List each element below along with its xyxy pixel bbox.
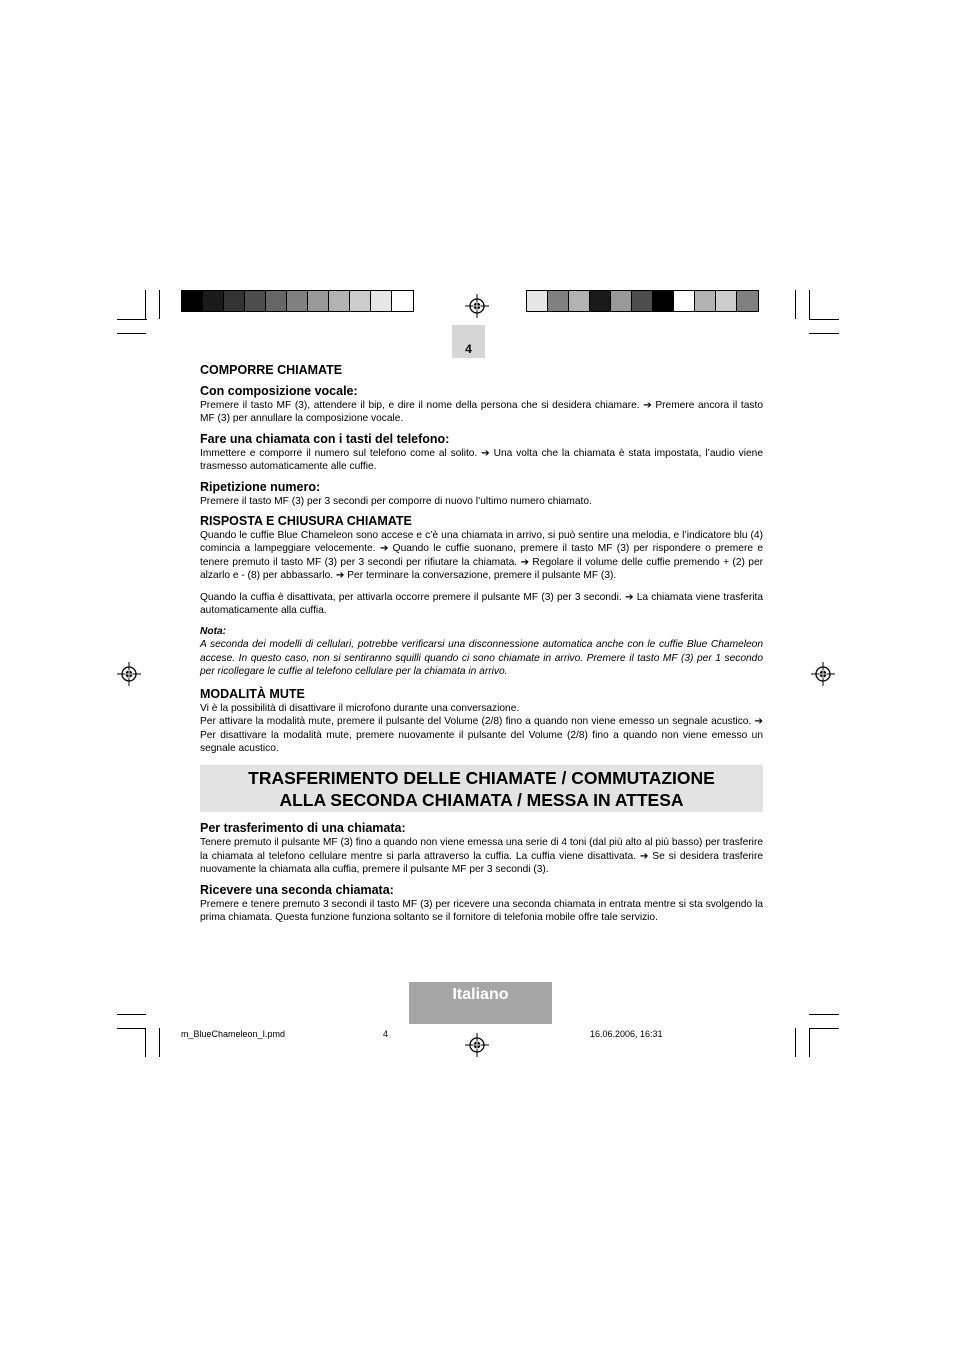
subsection-title-trasferimento: Per trasferimento di una chiamata: <box>200 821 406 836</box>
color-swatch <box>527 291 548 311</box>
color-swatch <box>371 291 392 311</box>
footer-filename: m_BlueChameleon_I.pmd <box>181 1029 286 1039</box>
color-swatch <box>590 291 611 311</box>
color-calibration-bar-right <box>526 290 759 312</box>
color-swatch <box>224 291 245 311</box>
paragraph-trasferimento: Tenere premuto il pulsante MF (3) fino a quando non viene emessa una serie di 4 toni (dal più alto al più basso) per trasferire la chiamata al telefono cellulare mentre si parla attraverso la cuffia. La cuffia viene disattivata. ➔ Se si desidera trasferire nuovamente la chiamata alla cuffia, premere il pulsante MF per 3 secondi (3). <box>200 837 763 876</box>
section-title-comporre: COMPORRE CHIAMATE <box>200 363 343 377</box>
registration-mark-icon <box>811 662 835 686</box>
color-swatch <box>308 291 329 311</box>
subsection-title-ripetizione: Ripetizione numero: <box>200 479 321 494</box>
paragraph-ripetizione: Premere il tasto MF (3) per 3 secondi per comporre di nuovo l’ultimo numero chiamato. <box>200 495 592 507</box>
crop-mark <box>117 1014 146 1015</box>
paragraph-mute-2: Per attivare la modalità mute, premere il pulsante del Volume (2/8) fino a quando non viene emesso un segnale acustico. ➔ Per disattivare la modalità mute, premere nuovamente il pulsante del Volume (2/8) fino a quando non viene emesso un segnale acustico. <box>200 716 763 754</box>
banner-line-1: TRASFERIMENTO DELLE CHIAMATE / COMMUTAZIONE <box>248 768 715 789</box>
crop-mark <box>809 1028 839 1029</box>
paragraph-risposta-1: Quando le cuffie Blue Chameleon sono accese e c’è una chiamata in arrivo, si può sentire una melodia, e l’indicatore blu (4) comincia a lampeggiare velocemente. ➔ Quando le cuffie suonano, premere il tasto MF (3) per rispondere o premere e tenere premuto il tasto MF (3) per 3 secondi per rifiutare la chiamata. ➔ Regolare il volume delle cuffie premendo + (2) per alzarlo e - (8) per abbassarlo. ➔ Per terminare la conversazione, premere il pulsante MF (3). <box>200 530 763 582</box>
color-swatch <box>569 291 590 311</box>
registration-mark-icon <box>465 294 489 318</box>
crop-mark <box>809 290 810 319</box>
registration-mark-icon <box>117 662 141 686</box>
color-swatch <box>737 291 758 311</box>
crop-mark <box>159 290 160 319</box>
note-text: A seconda dei modelli di cellulari, potrebbe verificarsi una disconnessione automatica anche con le cuffie Blue Chameleon accese. In questo caso, non si sentiranno squilli quando ci sono chiamate in arrivo. Premere il tasto MF (3) per 1 secondo per ricollegare le cuffie al telefono cellulare per la chiamata in arrivo. <box>200 639 763 678</box>
subsection-title-vocale: Con composizione vocale: <box>200 384 358 398</box>
color-calibration-bar-left <box>181 290 414 312</box>
note-label: Nota: <box>200 626 227 638</box>
section-title-mute: MODALITÀ MUTE <box>200 686 305 701</box>
section-banner <box>200 765 763 812</box>
footer-page: 4 <box>383 1029 389 1039</box>
color-swatch <box>245 291 266 311</box>
crop-mark <box>809 1014 839 1015</box>
crop-mark <box>145 290 146 319</box>
crop-mark <box>809 333 839 334</box>
color-swatch <box>674 291 695 311</box>
color-swatch <box>695 291 716 311</box>
color-swatch <box>266 291 287 311</box>
registration-mark-icon <box>465 1033 489 1057</box>
crop-mark <box>117 1028 146 1029</box>
color-swatch <box>350 291 371 311</box>
main-content <box>200 363 763 924</box>
crop-mark <box>795 1028 796 1057</box>
crop-mark <box>795 290 796 319</box>
color-swatch <box>611 291 632 311</box>
paragraph-vocale: Premere il tasto MF (3), attendere il bip, e dire il nome della persona che si desidera chiamare. ➔ Premere ancora il tasto MF (3) per annullare la composizione vocale. <box>200 400 763 425</box>
color-swatch <box>716 291 737 311</box>
section-title-risposta: RISPOSTA E CHIUSURA CHIAMATE <box>200 514 412 529</box>
crop-mark <box>809 319 839 320</box>
color-swatch <box>392 291 413 311</box>
color-swatch <box>203 291 224 311</box>
color-swatch <box>653 291 674 311</box>
subsection-title-seconda: Ricevere una seconda chiamata: <box>200 882 394 897</box>
color-swatch <box>287 291 308 311</box>
paragraph-tasti: Immettere e comporre il numero sul telefono come al solito. ➔ Una volta che la chiamata è stata impostata, l’audio viene trasmesso automaticamente alle cuffie. <box>200 447 763 473</box>
crop-mark <box>159 1028 160 1057</box>
subsection-title-tasti: Fare una chiamata con i tasti del telefono: <box>200 431 450 446</box>
color-swatch <box>329 291 350 311</box>
crop-mark <box>117 319 147 320</box>
footer-datetime: 16.06.2006, 16:31 <box>590 1029 663 1039</box>
paragraph-seconda: Premere e tenere premuto 3 secondi il tasto MF (3) per ricevere una seconda chiamata in entrata mentre si sta svolgendo la prima chiamata. Questa funzione funziona soltanto se il fornitore di telefonia mobile offre tale servizio. <box>200 898 763 923</box>
page-number: 4 <box>452 325 485 358</box>
crop-mark <box>145 1028 146 1057</box>
color-swatch <box>182 291 203 311</box>
paragraph-mute-1: Vi è la possibilità di disattivare il microfono durante una conversazione. <box>200 702 520 714</box>
color-swatch <box>632 291 653 311</box>
banner-line-2: ALLA SECONDA CHIAMATA / MESSA IN ATTESA <box>279 790 684 811</box>
color-swatch <box>548 291 569 311</box>
paragraph-risposta-2: Quando la cuffia è disattivata, per attivarla occorre premere il pulsante MF (3) per 3 secondi. ➔ La chiamata viene trasferita automaticamente alla cuffia. <box>200 591 763 617</box>
language-tab: Italiano <box>409 982 552 1024</box>
crop-mark <box>117 333 146 334</box>
crop-mark <box>809 1028 810 1057</box>
